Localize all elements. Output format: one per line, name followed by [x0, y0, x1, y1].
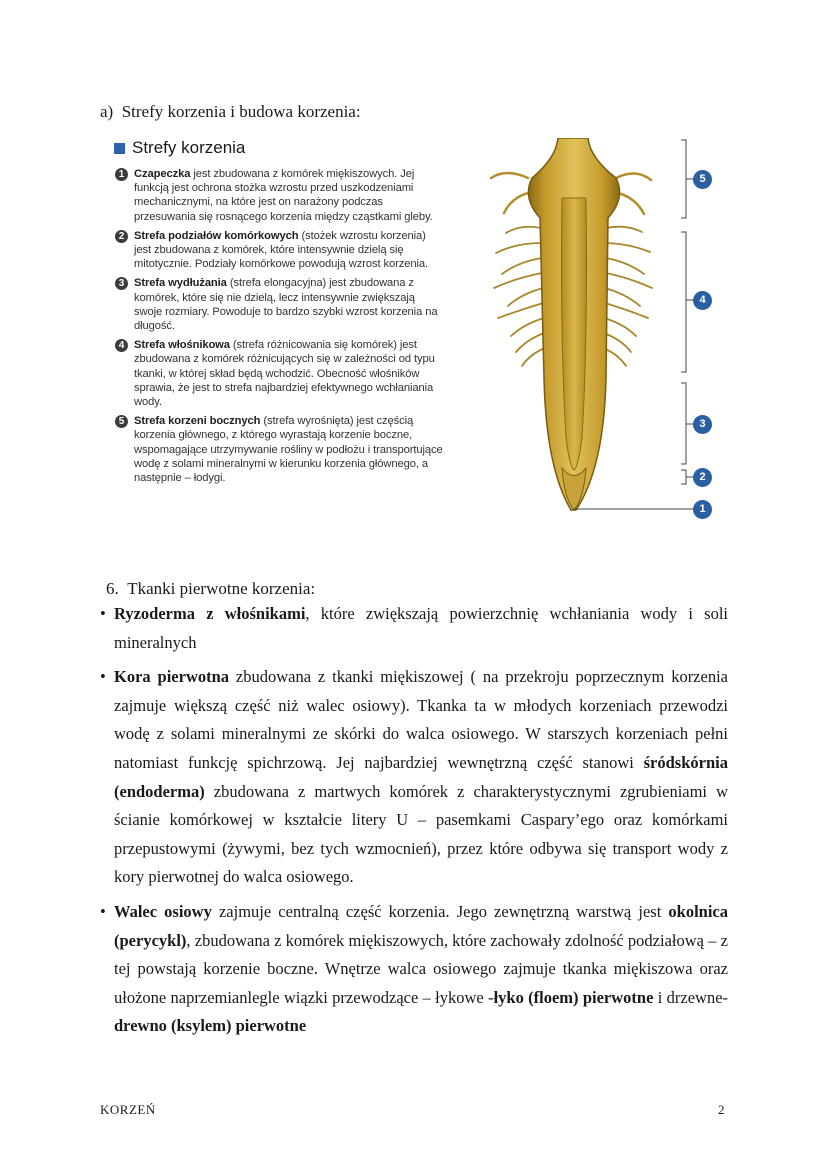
number-badge-icon: 3: [115, 277, 128, 290]
page-number: 2: [718, 1102, 725, 1117]
list-item: • Kora pierwotna zbudowana z tkanki miękiszowej ( na przekroju poprzecznym korzenia zajmuje większą część niż walec osiowy). Tkanka ta w młodych korzeniach przewodzi wodę z solami mineralnymi ze skórki do walca osiowego. W starszych korzeniach pełni natomiast funkcję spichrzową. Jej najbardziej wewnętrzną część stanowi śródskórnia (endoderma) zbudowana z martwych komórek z charakterystycznymi zgrubieniami w ścianie komórkowej w kształcie litery U – pasemkami Caspary’ego oraz komórkami przepustowymi (żywymi, bez tych wzmocnień), przez które odbywa się transport wody z kory pierwotnej do walca osiowego.: [100, 663, 728, 892]
number-badge-icon: 1: [115, 168, 128, 181]
root-zones-box: [114, 138, 444, 490]
root-illustration: [466, 138, 726, 548]
bullet-icon: •: [100, 604, 106, 623]
box-title: Strefy korzenia: [114, 138, 444, 158]
zone-item-division: 2 Strefa podziałów komórkowych (stożek wzrostu korzenia) jest zbudowana z komórek, które intensywnie dzielą się mitotycznie. Podziały komórkowe powodują wzrost korzenia.: [114, 229, 444, 272]
list-item: • Walec osiowy zajmuje centralną część korzenia. Jego zewnętrzną warstwą jest okolnica (perycykl), zbudowana z komórek miękiszowych, które zachowały zdolność podziałową – z tej powstają korzenie boczne. Wnętrze walca osiowego zajmuje tkanka miękiszowa oraz ułożone naprzemianlegle wiązki przewodzące – łykowe -łyko (floem) pierwotne i drzewne- drewno (ksylem) pierwotne: [100, 898, 728, 1041]
zone-label-5: 5: [693, 170, 712, 189]
zone-item-root-cap: 1 Czapeczka jest zbudowana z komórek miękiszowych. Jej funkcją jest ochrona stożka wzrostu przed uszkodzeniami mechanicznymi, na które jest on narażony podczas przesuwania się rosnącego korzenia między cząstkami gleby.: [114, 167, 444, 224]
root-diagram: [466, 138, 726, 548]
number-badge-icon: 2: [115, 230, 128, 243]
footer-title: KORZEŃ: [100, 1102, 156, 1117]
zone-label-3: 3: [693, 415, 712, 434]
number-badge-icon: 4: [115, 339, 128, 352]
tissue-list: [100, 600, 728, 1047]
section-heading: a) Strefy korzenia i budowa korzenia:: [100, 102, 361, 121]
subsection-heading: 6. Tkanki pierwotne korzenia:: [106, 579, 316, 598]
zone-item-lateral-roots: 5 Strefa korzeni bocznych (strefa wyrośnięta) jest częścią korzenia głównego, z którego wyrastają korzenie boczne, wspomagające utrzymywanie rośliny w podłożu i transportujące wodę z solami mineralnymi w kierunku korzenia głównego, a następnie – łodygi.: [114, 414, 444, 485]
bullet-icon: •: [100, 667, 106, 687]
zone-label-2: 2: [693, 468, 712, 487]
list-item: • Ryzoderma z włośnikami, które zwiększają powierzchnię wchłaniania wody i soli mineralnych: [100, 600, 728, 657]
number-badge-icon: 5: [115, 415, 128, 428]
zone-item-elongation: 3 Strefa wydłużania (strefa elongacyjna) jest zbudowana z komórek, które się nie dzielą, lecz intensywnie zwiększają swoje rozmiary. Powoduje to bardzo szybki wzrost korzenia na długość.: [114, 276, 444, 333]
zone-label-1: 1: [693, 500, 712, 519]
bullet-icon: •: [100, 901, 106, 921]
square-bullet-icon: [114, 143, 125, 154]
vascular-cylinder: [562, 198, 587, 470]
zone-label-4: 4: [693, 291, 712, 310]
zone-item-root-hair: 4 Strefa włośnikowa (strefa różnicowania się komórek) jest zbudowana z komórek różnicujących się w zależności od typu tkanki, w której skład będą wchodzić. Obecność włośników sprawia, że jest to strefa najbardziej efektywnego wchłaniania wody.: [114, 338, 444, 409]
